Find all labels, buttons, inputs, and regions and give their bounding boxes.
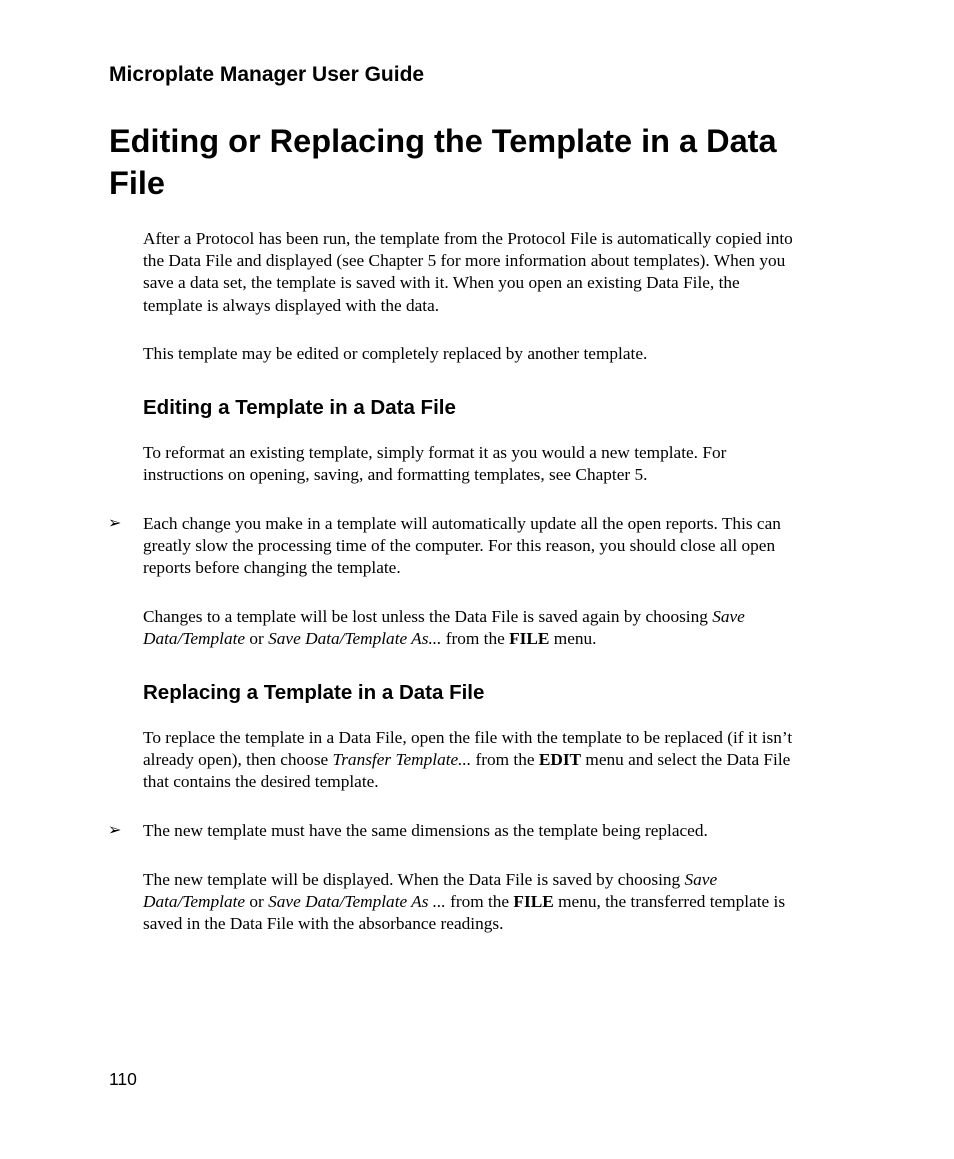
menu-name-file: FILE bbox=[513, 892, 554, 912]
editing-paragraph-2: Changes to a template will be lost unless the Data File is saved again by choosing Save Data/Template or Save Data/Template As... from the FILE menu. bbox=[143, 607, 745, 649]
editing-note: Each change you make in a template will automatically update all the open reports. This can greatly slow the processing time of the computer. For this reason, you should close all open reports before changing the template. bbox=[143, 514, 781, 578]
menu-name-edit: EDIT bbox=[538, 750, 582, 770]
replacing-note: The new template must have the same dimensions as the template being replaced. bbox=[143, 821, 708, 840]
bullet-arrow-icon: ➢ bbox=[108, 515, 122, 532]
menu-command-transfer-template: Transfer Template... bbox=[332, 750, 472, 770]
bullet-arrow-icon: ➢ bbox=[108, 822, 122, 839]
editing-paragraph-1: To reformat an existing template, simply format it as you would a new template. For instructions on opening, saving, and formatting templates, see Chapter 5. bbox=[143, 443, 727, 485]
replacing-paragraph-2: The new template will be displayed. When the Data File is saved by choosing Save Data/Template or Save Data/Template As ... from the FILE menu, the transferred template is saved in the Data File with the absorbance readings. bbox=[143, 870, 786, 934]
page-title: Editing or Replacing the Template in a Data File bbox=[109, 123, 777, 201]
page-number: 110 bbox=[109, 1069, 137, 1089]
intro-paragraph-2: This template may be edited or completely replaced by another template. bbox=[143, 344, 648, 363]
menu-command-save-data-template-as: Save Data/Template As... bbox=[268, 629, 442, 649]
menu-name-file: FILE bbox=[509, 629, 550, 649]
menu-command-save-data-template-as: Save Data/Template As ... bbox=[268, 892, 446, 912]
replacing-paragraph-1: To replace the template in a Data File, open the file with the template to be replaced (if it isn’t already open), then choose Transfer Template... from the EDIT menu and select the Data File that contains the desired template. bbox=[143, 728, 793, 792]
running-header: Microplate Manager User Guide bbox=[109, 63, 425, 86]
section-title-replacing: Replacing a Template in a Data File bbox=[143, 681, 485, 704]
menu-command-save-data-template: Save Data/Template bbox=[143, 870, 718, 912]
intro-paragraph-1: After a Protocol has been run, the template from the Protocol File is automatically copied into the Data File and displayed (see Chapter 5 for more information about templates). When you save a data set, the template is saved with it. When you open an existing Data File, the template is always displayed with the data. bbox=[143, 229, 793, 315]
section-title-editing: Editing a Template in a Data File bbox=[143, 396, 456, 419]
menu-command-save-data-template: Save Data/Template bbox=[143, 607, 745, 649]
